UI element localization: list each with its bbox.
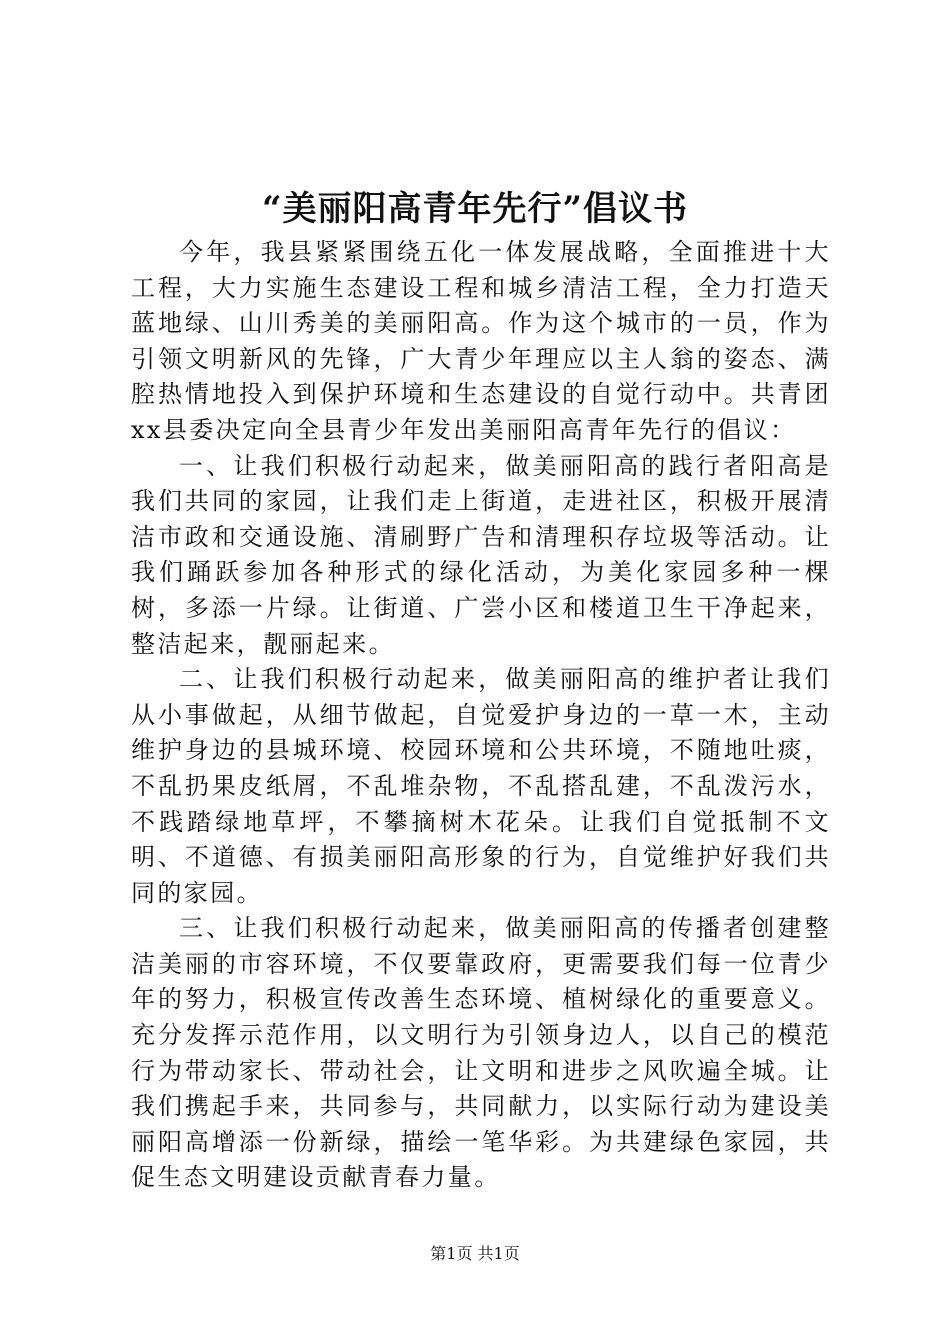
paragraph-proposal-2: 二、让我们积极行动起来，做美丽阳高的维护者让我们从小事做起，从细节做起，自觉爱护身边的一草一木，主动维护身边的县城环境、校园环境和公共环境，不随地吐痰，不乱扔果皮纸屑，不乱堆杂物，不乱搭乱建，不乱泼污水，不践踏绿地草坪，不攀摘树木花朵。让我们自觉抵制不文明、不道德、有损美丽阳高形象的行为，自觉维护好我们共同的家园。 [131, 665, 831, 907]
document-title: “美丽阳高青年先行”倡议书 [261, 189, 689, 229]
paragraph-intro: 今年，我县紧紧围绕五化一体发展战略，全面推进十大工程，大力实施生态建设工程和城乡清洁工程，全力打造天蓝地绿、山川秀美的美丽阳高。作为这个城市的一员，作为引领文明新风的先锋，广大青少年理应以主人翁的姿态、满腔热情地投入到保护环境和生态建设的自觉行动中。共青团xx县委决定向全县青少年发出美丽阳高青年先行的倡议： [131, 238, 831, 444]
paragraph-proposal-1: 一、让我们积极行动起来，做美丽阳高的践行者阳高是我们共同的家园，让我们走上街道，走进社区，积极开展清洁市政和交通设施、清刷野广告和清理积存垃圾等活动。让我们踊跃参加各种形式的绿化活动，为美化家园多种一棵树，多添一片绿。让街道、广尝小区和楼道卫生干净起来，整洁起来，靓丽起来。 [131, 451, 831, 658]
document-body [131, 235, 831, 1196]
paragraph-proposal-3: 三、让我们积极行动起来，做美丽阳高的传播者创建整洁美丽的市容环境，不仅要靠政府，更需要我们每一位青少年的努力，积极宣传改善生态环境、植树绿化的重要意义。充分发挥示范作用，以文明行为引领身边人，以自己的模范行为带动家长、带动社会，让文明和进步之风吹遍全城。让我们携起手来，共同参与，共同献力，以实际行动为建设美丽阳高增添一份新绿，描绘一笔华彩。为共建绿色家园，共促生态文明建设贡献青春力量。 [131, 914, 831, 1192]
page-number-footer: 第1页 共1页 [430, 1244, 520, 1263]
